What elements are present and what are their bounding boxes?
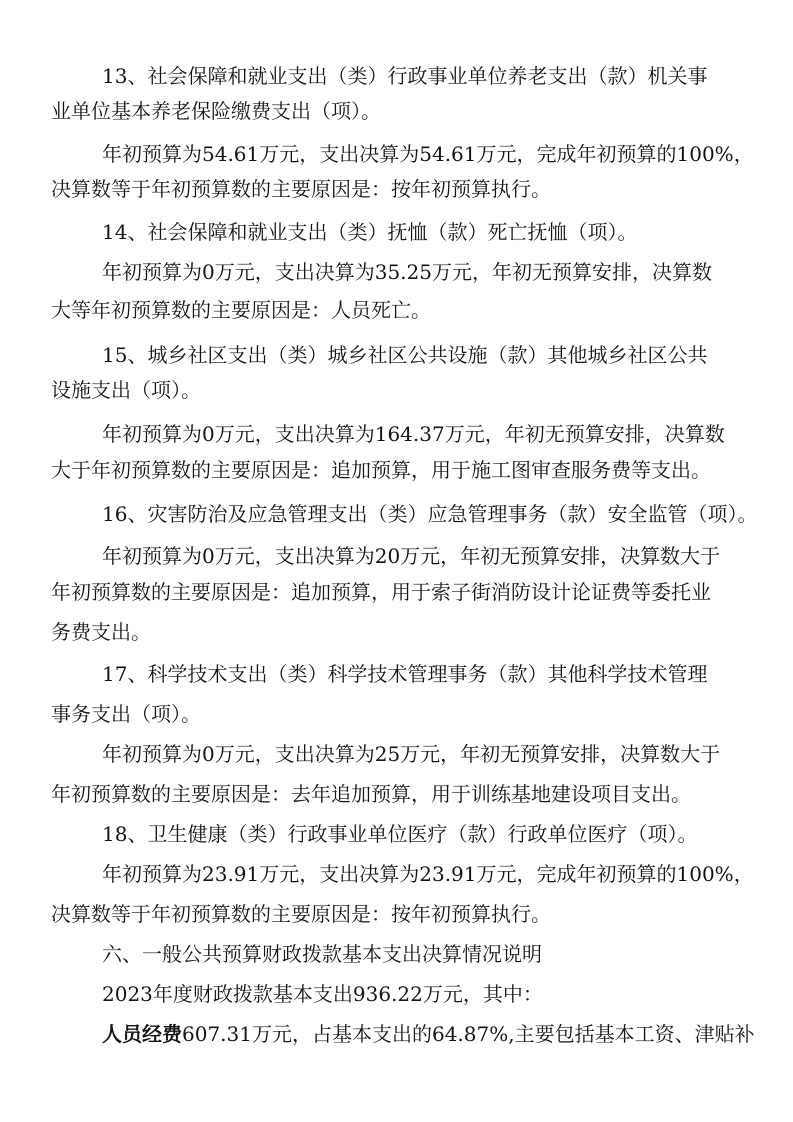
bold-label: 人员经费: [102, 1022, 182, 1046]
paragraph-line: 年初预算为0万元，支出决算为35.25万元，年初无预算安排，决算数: [102, 260, 712, 284]
paragraph-line: 年初预算数的主要原因是：追加预算，用于索子街消防设计论证费等委托业: [51, 580, 711, 604]
paragraph-line-last: [102, 1019, 755, 1049]
paragraph-line: 年初预算为0万元，支出决算为164.37万元，年初无预算安排，决算数: [102, 422, 725, 446]
paragraph-line: 务费支出。: [51, 620, 151, 644]
paragraph-line: 2023年度财政拨款基本支出936.22万元，其中：: [102, 982, 543, 1006]
paragraph-line: 决算数等于年初预算数的主要原因是：按年初预算执行。: [51, 177, 551, 201]
paragraph-line: 18、卫生健康（类）行政事业单位医疗（款）行政单位医疗（项）。: [102, 822, 698, 846]
paragraph-line: 决算数等于年初预算数的主要原因是：按年初预算执行。: [51, 902, 551, 926]
paragraph-line: 大等年初预算数的主要原因是：人员死亡。: [51, 298, 431, 322]
paragraph-line: 16、灾害防治及应急管理支出（类）应急管理事务（款）安全监管（项）。: [102, 502, 758, 526]
paragraph-line: 13、社会保障和就业支出（类）行政事业单位养老支出（款）机关事: [102, 64, 708, 88]
paragraph-line: 年初预算为0万元，支出决算为20万元，年初无预算安排，决算数大于: [102, 544, 721, 568]
paragraph-line-text: 607.31万元，占基本支出的64.87%,主要包括基本工资、津贴补: [182, 1022, 755, 1046]
paragraph-line: 事务支出（项）。: [51, 702, 201, 726]
paragraph-line: 设施支出（项）。: [51, 378, 201, 402]
paragraph-line: 业单位基本养老保险缴费支出（项）。: [51, 99, 381, 123]
paragraph-line: 14、社会保障和就业支出（类）抚恤（款）死亡抚恤（项）。: [102, 220, 638, 244]
paragraph-line: 大于年初预算数的主要原因是：追加预算，用于施工图审查服务费等支出。: [51, 458, 711, 482]
section-heading: 六、一般公共预算财政拨款基本支出决算情况说明: [102, 942, 542, 966]
paragraph-line: 年初预算数的主要原因是：去年追加预算，用于训练基地建设项目支出。: [51, 782, 691, 806]
paragraph-line: 年初预算为23.91万元，支出决算为23.91万元，完成年初预算的100%，: [102, 862, 754, 886]
paragraph-line: 年初预算为0万元，支出决算为25万元，年初无预算安排，决算数大于: [102, 742, 721, 766]
paragraph-line: 17、科学技术支出（类）科学技术管理事务（款）其他科学技术管理: [102, 662, 708, 686]
paragraph-line: 年初预算为54.61万元，支出决算为54.61万元，完成年初预算的100%，: [102, 142, 754, 166]
paragraph-line: 15、城乡社区支出（类）城乡社区公共设施（款）其他城乡社区公共: [102, 343, 708, 367]
